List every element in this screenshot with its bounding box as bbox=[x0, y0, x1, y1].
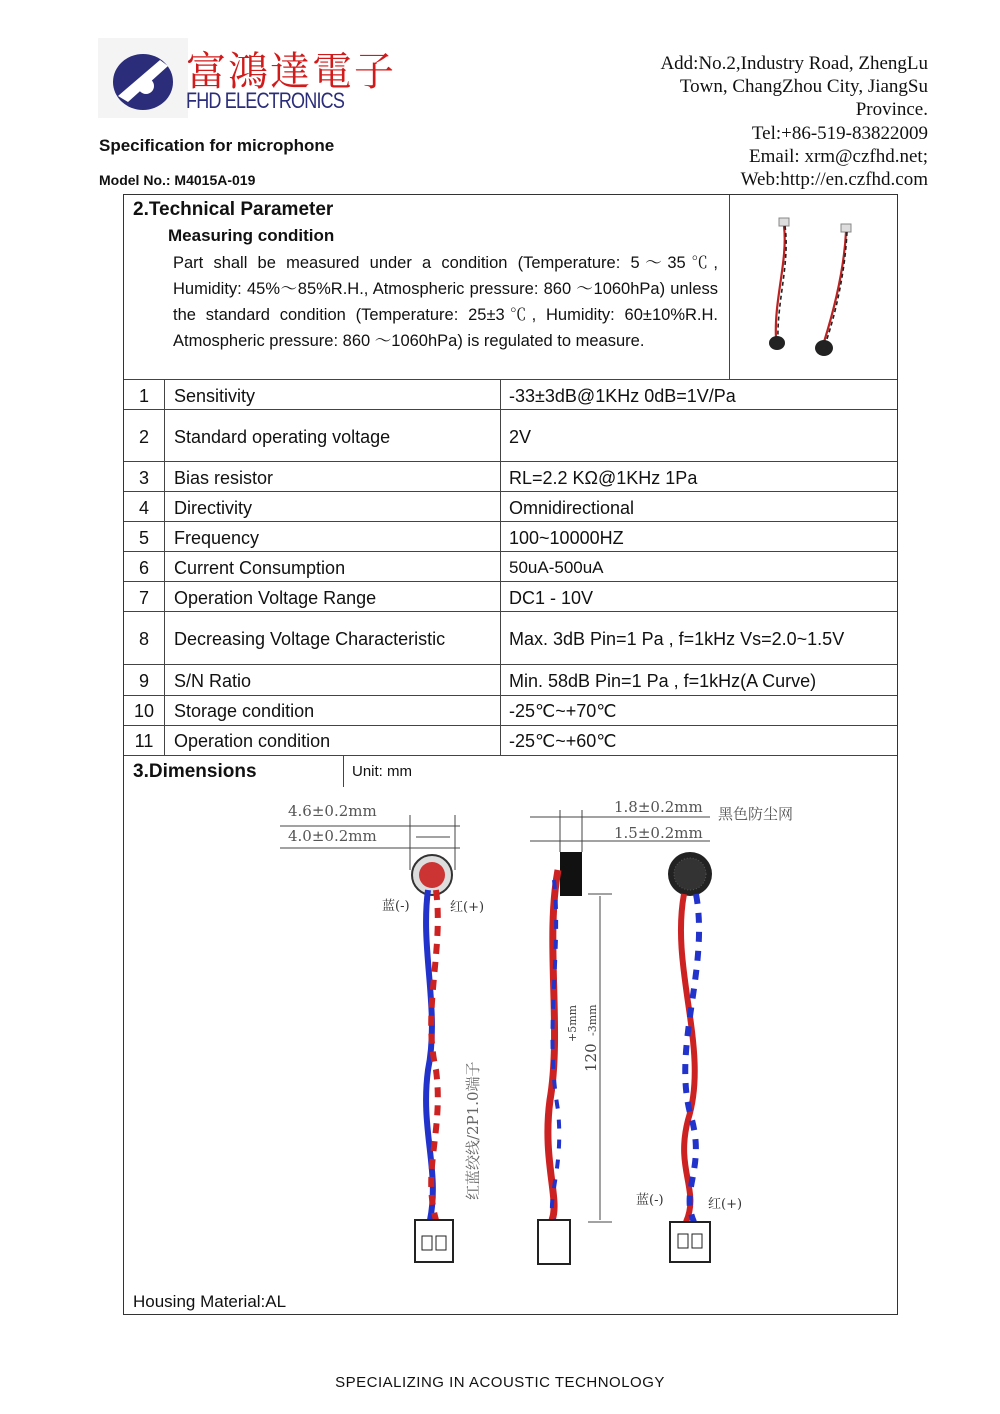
measuring-condition-title: Measuring condition bbox=[168, 226, 335, 245]
mesh-label: 黑色防尘网 bbox=[718, 805, 794, 823]
web-line: Web:http://en.czfhd.com bbox=[740, 169, 928, 191]
technical-title: 2.Technical Parameter bbox=[133, 199, 334, 220]
unit-label: Unit: mm bbox=[352, 763, 412, 780]
param-name: Frequency bbox=[174, 528, 260, 548]
param-value: Omnidirectional bbox=[509, 498, 635, 518]
length-label: 120 bbox=[582, 1043, 600, 1072]
param-no: 1 bbox=[138, 386, 149, 406]
param-value: DC1 - 10V bbox=[509, 588, 594, 608]
red-pos-label: 红(+) bbox=[450, 900, 485, 915]
blue-neg-label: 蓝(-) bbox=[382, 899, 410, 914]
param-no: 10 bbox=[133, 701, 155, 721]
dim-outer-label: 4.6±0.2mm bbox=[288, 802, 377, 820]
microphone-photo bbox=[744, 210, 894, 370]
logo-english-text: FHD ELECTRONICS bbox=[186, 88, 345, 113]
param-no: 2 bbox=[138, 427, 149, 447]
footer-slogan: SPECIALIZING IN ACOUSTIC TECHNOLOGY bbox=[335, 1374, 665, 1391]
tel-line: Tel:+86-519-83822009 bbox=[751, 122, 928, 144]
param-name: Current Consumption bbox=[174, 558, 346, 578]
tol-minus-label: -3mm bbox=[586, 1004, 599, 1036]
fhd-logo-icon bbox=[98, 38, 188, 118]
dim-thick-label: 1.8±0.2mm bbox=[614, 798, 703, 816]
param-no: 6 bbox=[138, 558, 149, 578]
param-value: 50uA-500uA bbox=[509, 558, 604, 577]
param-name: Sensitivity bbox=[174, 386, 256, 406]
param-name: Decreasing Voltage Characteristic bbox=[174, 629, 446, 649]
email-line: Email: xrm@czfhd.net; bbox=[749, 145, 928, 167]
param-value: RL=2.2 KΩ@1KHz 1Pa bbox=[509, 468, 698, 488]
param-no: 5 bbox=[138, 528, 149, 548]
param-no: 9 bbox=[138, 671, 149, 691]
wire-spec-label: 红蓝绞线/2P1.0端子 bbox=[464, 1061, 482, 1200]
param-no: 8 bbox=[138, 629, 149, 649]
company-address bbox=[608, 52, 928, 191]
param-name: Standard operating voltage bbox=[174, 427, 391, 447]
param-value: -25℃~+60℃ bbox=[509, 731, 617, 751]
model-number: Model No.: M4015A-019 bbox=[99, 172, 256, 188]
param-name: Directivity bbox=[174, 498, 253, 518]
logo-chinese-text: 富鴻達電子 bbox=[186, 49, 396, 95]
param-value: Min. 58dB Pin=1 Pa , f=1kHz(A Curve) bbox=[509, 671, 817, 691]
param-name: Operation condition bbox=[174, 731, 331, 751]
param-name: Storage condition bbox=[174, 701, 315, 721]
dimensions-title: 3.Dimensions bbox=[133, 761, 257, 782]
photo-divider bbox=[729, 195, 730, 380]
param-no: 7 bbox=[138, 588, 149, 608]
param-name: S/N Ratio bbox=[174, 671, 252, 691]
param-value: Max. 3dB Pin=1 Pa , f=1kHz Vs=2.0~1.5V bbox=[509, 629, 845, 649]
address-line: Add:No.2,Industry Road, ZhengLu bbox=[660, 53, 928, 74]
tol-plus-label: +5mm bbox=[566, 1004, 579, 1042]
measuring-condition-text: Part shall be measured under a condition (Temperature: 5～35℃, Humidity: 45%～85%R.H., Atmospheric pressure: 860 ～1060hPa) unless the standard condition (Temperature: 25±3℃, Humidity: 60±10%R.H. Atmospheric pressure: 860 ～1060hPa) is regulated to measure. bbox=[173, 254, 718, 350]
param-value: -25℃~+70℃ bbox=[509, 701, 617, 721]
housing-material: Housing Material:AL bbox=[133, 1292, 287, 1311]
param-value: 100~10000HZ bbox=[509, 528, 624, 548]
param-name: Bias resistor bbox=[174, 468, 274, 488]
param-no: 4 bbox=[138, 498, 149, 518]
microphone-wire-image-icon bbox=[744, 210, 894, 370]
address-line: Province. bbox=[855, 99, 928, 121]
dim-thick2-label: 1.5±0.2mm bbox=[614, 824, 703, 842]
param-name: Operation Voltage Range bbox=[174, 588, 377, 608]
dimension-drawing bbox=[270, 790, 830, 1270]
dim-inner-label: 4.0±0.2mm bbox=[288, 827, 377, 845]
address-line: Town, ChangZhou City, JiangSu bbox=[679, 76, 928, 98]
blue-neg-label-2: 蓝(-) bbox=[636, 1193, 664, 1208]
spec-title: Specification for microphone bbox=[99, 136, 335, 155]
red-pos-label-2: 红(+) bbox=[708, 1197, 743, 1212]
param-value: 2V bbox=[509, 427, 532, 447]
param-value: -33±3dB@1KHz 0dB=1V/Pa bbox=[509, 386, 736, 406]
param-no: 11 bbox=[134, 731, 154, 751]
param-no: 3 bbox=[138, 468, 149, 488]
